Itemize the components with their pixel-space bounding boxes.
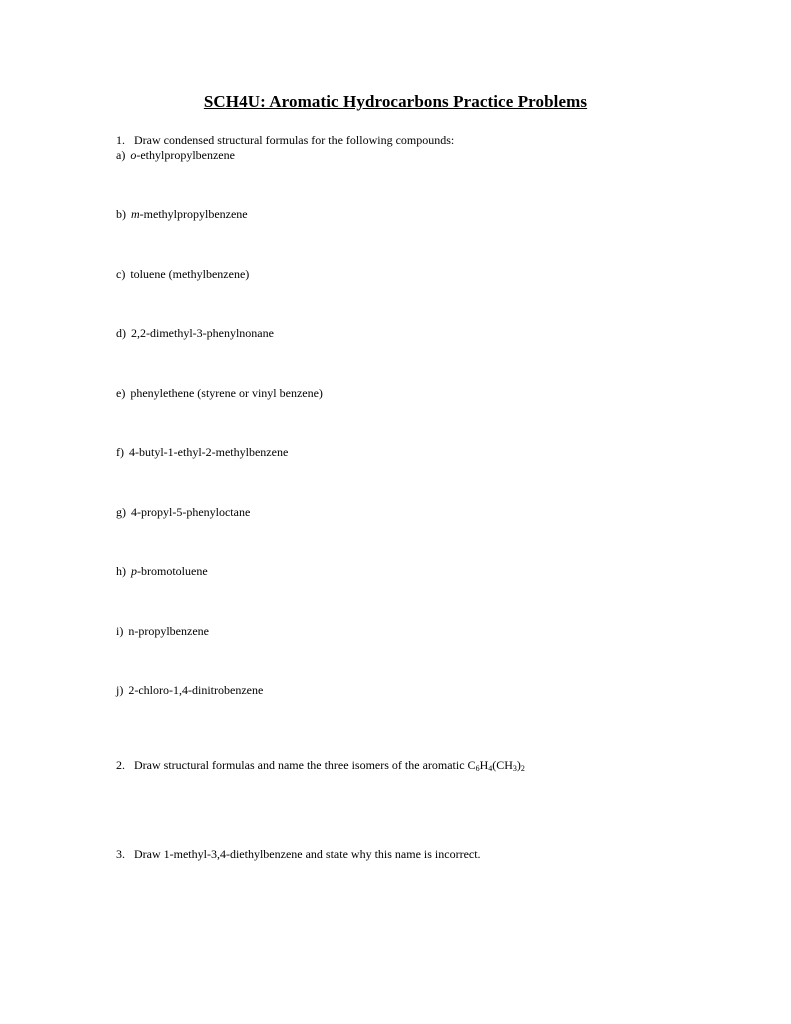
compound-name: 4-propyl-5-phenyloctane (131, 505, 251, 519)
question-prompt: Draw 1-methyl-3,4-diethylbenzene and state why this name is incorrect. (134, 847, 481, 861)
item-label: c) (116, 267, 126, 281)
item-prefix: o (130, 148, 137, 162)
compound-name: -bromotoluene (137, 564, 208, 578)
item-prefix: p (131, 564, 137, 578)
question-3 (116, 847, 481, 862)
compound-name: phenylethene (styrene or vinyl benzene) (130, 386, 323, 400)
compound-name: 2,2-dimethyl-3-phenylnonane (131, 326, 274, 340)
item-label: h) (116, 564, 126, 578)
item-label: e) (116, 386, 126, 400)
item-label: f) (116, 445, 124, 459)
question-prompt: Draw condensed structural formulas for the following compounds: (134, 133, 455, 147)
question-2 (116, 758, 525, 773)
question-number: 1. (116, 133, 125, 147)
compound-item (116, 207, 248, 222)
question-1 (116, 133, 454, 148)
compound-name: 2-chloro-1,4-dinitrobenzene (128, 683, 264, 697)
compound-item (116, 445, 288, 460)
page-title: SCH4U: Aromatic Hydrocarbons Practice Problems (203, 92, 588, 111)
question-prompt: Draw structural formulas and name the three isomers of the aromatic (134, 758, 465, 772)
item-label: j) (116, 683, 124, 697)
question-number: 3. (116, 847, 125, 861)
compound-item (116, 326, 274, 341)
item-label: a) (116, 148, 126, 162)
question-number: 2. (116, 758, 125, 772)
compound-item (116, 505, 250, 520)
compound-item (116, 148, 235, 163)
item-label: i) (116, 624, 124, 638)
item-label: g) (116, 505, 126, 519)
item-label: d) (116, 326, 126, 340)
chemical-formula: $C_6H_4(CH_3)_2$ (467, 758, 525, 773)
compound-name: n-propylbenzene (128, 624, 209, 638)
compound-name: 4-butyl-1-ethyl-2-methylbenzene (129, 445, 289, 459)
compound-item (116, 683, 263, 698)
compound-item (116, 564, 208, 579)
item-label: b) (116, 207, 126, 221)
compound-name: -ethylpropylbenzene (136, 148, 235, 162)
compound-name: toluene (methylbenzene) (130, 267, 250, 281)
compound-item (116, 267, 249, 282)
compound-item (116, 386, 323, 401)
item-prefix: m (131, 207, 140, 221)
compound-item (116, 624, 209, 639)
compound-name: -methylpropylbenzene (139, 207, 248, 221)
